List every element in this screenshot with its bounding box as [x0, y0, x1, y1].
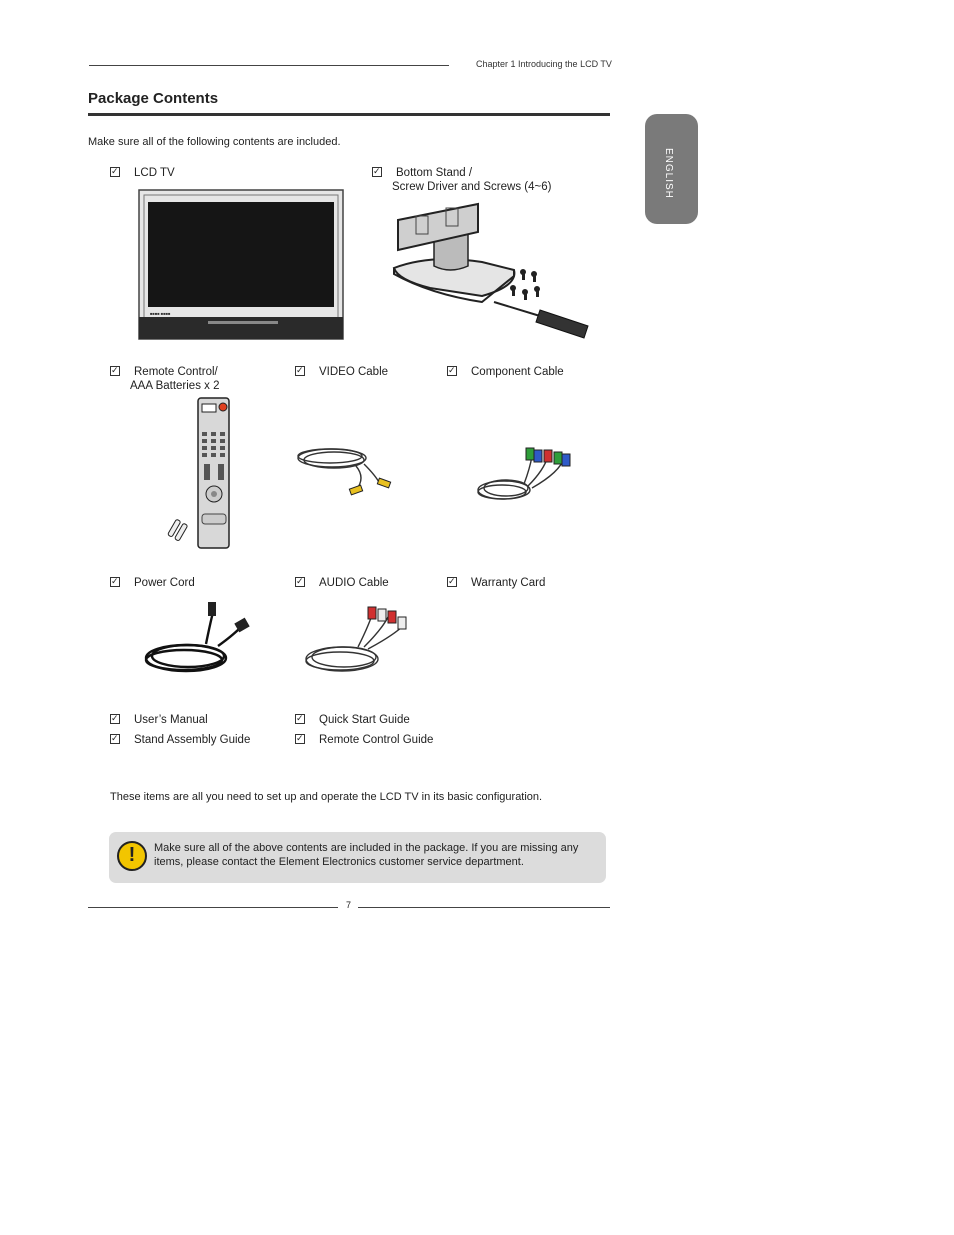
audio-cable-illustration — [302, 603, 412, 677]
video-cable-illustration — [294, 440, 398, 502]
item-lcd-tv — [110, 166, 175, 180]
item-label-line2: AAA Batteries x 2 — [130, 380, 220, 392]
page-title: Package Contents — [88, 90, 219, 107]
language-tab-label: ENGLISH — [663, 148, 674, 199]
power-cord-illustration — [142, 598, 252, 678]
item-label: Quick Start Guide — [319, 714, 410, 726]
item-video-cable — [295, 365, 388, 379]
warning-icon-symbol: ! — [128, 844, 136, 866]
checkbox-icon — [447, 366, 457, 376]
footer-rule-left — [88, 907, 338, 908]
checkbox-icon — [295, 714, 305, 724]
checkbox-icon — [295, 577, 305, 587]
item-label: Bottom Stand / — [396, 167, 473, 179]
checkbox-icon — [110, 167, 120, 177]
language-tab — [645, 114, 698, 224]
warning-note — [109, 832, 606, 883]
stand-illustration — [390, 196, 590, 341]
item-label: Component Cable — [471, 366, 564, 378]
item-label-line2: Screw Driver and Screws (4~6) — [392, 181, 552, 193]
checkbox-icon — [110, 734, 120, 744]
lcd-tv-illustration — [138, 189, 344, 340]
header-rule — [89, 65, 449, 66]
item-label: User’s Manual — [134, 714, 208, 726]
item-label: Warranty Card — [471, 577, 546, 589]
warning-note-text: Make sure all of the above contents are included in the package. If you are missing any items, please contact the Element Electronics customer service department. — [154, 842, 579, 868]
item-stand-assembly-guide — [110, 733, 250, 747]
checkbox-icon — [110, 577, 120, 587]
footer-rule-right — [358, 907, 610, 908]
item-component-cable — [447, 365, 564, 379]
svg-text:■■■■ ■■■■: ■■■■ ■■■■ — [150, 311, 171, 316]
remote-control-illustration — [164, 396, 234, 550]
item-label: Remote Control/ — [134, 366, 218, 378]
title-rule — [88, 113, 610, 116]
checkbox-icon — [110, 366, 120, 376]
checkbox-icon — [295, 366, 305, 376]
item-quick-start-guide — [295, 713, 410, 727]
component-cable-illustration — [474, 442, 578, 504]
item-remote — [110, 365, 220, 393]
page-number: 7 — [346, 900, 352, 910]
item-label: AUDIO Cable — [319, 577, 389, 589]
closing-text: These items are all you need to set up and operate the LCD TV in its basic configuration. — [110, 791, 543, 803]
warning-icon — [117, 841, 147, 871]
chapter-label: Chapter 1 Introducing the LCD TV — [476, 59, 612, 69]
item-label: LCD TV — [134, 167, 175, 179]
checkbox-icon — [295, 734, 305, 744]
checkbox-icon — [447, 577, 457, 587]
item-label: Remote Control Guide — [319, 734, 434, 746]
item-audio-cable — [295, 576, 389, 590]
checkbox-icon — [110, 714, 120, 724]
item-power-cord — [110, 576, 195, 590]
item-remote-control-guide — [295, 733, 433, 747]
item-label: Power Cord — [134, 577, 195, 589]
item-warranty-card — [447, 576, 545, 590]
intro-text: Make sure all of the following contents are included. — [88, 136, 341, 148]
item-label: Stand Assembly Guide — [134, 734, 251, 746]
item-users-manual — [110, 713, 208, 727]
item-stand — [372, 166, 551, 194]
checkbox-icon — [372, 167, 382, 177]
item-label: VIDEO Cable — [319, 366, 389, 378]
